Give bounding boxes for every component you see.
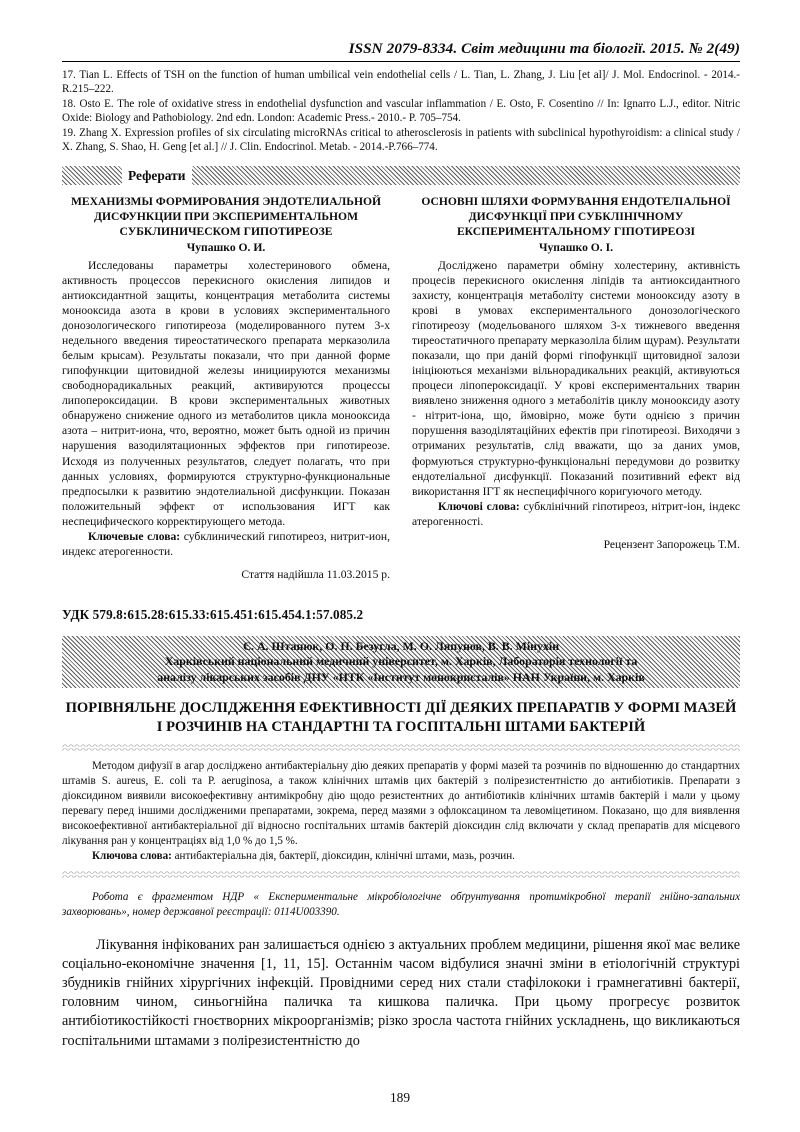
wavy-divider-bottom [62, 871, 740, 878]
article-keywords-text: антибактеріальна дія, бактерії, діоксидин, клінічні штами, мазь, розчин. [171, 850, 515, 863]
abstracts-section-label: Реферати [122, 166, 192, 185]
abstract-footer-ua: Рецензент Запорожець Т.М. [603, 537, 740, 551]
article-authors-band [62, 636, 740, 688]
abstract-keywords-text-ru: субклинический гипотиреоз, нитрит-ион, индекс атерогенности. [62, 529, 390, 558]
abstract-body-ua: Досліджено параметри обміну холестерину, активність процесів перекисного окислення ліпідів та антиоксидантного захисту, концентрація метаболіту системи монооксиду азоту в крові в умовах експериментального донозологіческого гіпотиреозу (модельованого шляхом 3-х тижневого введення тиреостатичного препарату мерказоліла білим щурам). Результати показали, що при даній формі гіпофункції щитовидної залози ініціюються механізми вільнорадикальних реакцій, активуються процеси ліпопероксидації. У крові експериментальних тварин виявлено зниження одного з метаболітів циклу монооксиду азоту - нітрит-іона, що, ймовірно, може бути однією з причин порушення вазоділятаційних ефектів при гіпотиреозі. Виходячи з отриманих результатів, слід вважати, що за даних умов, формуються структурно-функціональні передумови до розвитку ендотеліальної дисфункції. Показаний позитивний ефект від використання ІГТ як неспецифічного коригуючого методу. [412, 258, 740, 498]
reference-list [62, 68, 740, 155]
abstracts-two-column [62, 194, 740, 581]
abstract-keywords-ua [412, 499, 740, 529]
article-keywords-label: Ключова слова: [92, 850, 172, 863]
abstract-keywords-text-ua: субклінічний гіпотиреоз, нітрит-іон, індекс атерогенності. [412, 499, 740, 528]
abstract-author-ua: Чупашко О. І. [538, 241, 614, 255]
running-head: ISSN 2079-8334. Світ медицини та біології. 2015. № 2(49) [348, 40, 740, 57]
article-affiliation-line-2: аналізу лікарських засобів ДНУ «НТК «Інститут монокристалів» НАН України, м. Харків [157, 669, 645, 684]
funding-note: Робота є фрагментом НДР « Експериментальне мікробіологічне обґрунтування протимікробної терапії гнійно-запальних захворювань», номер державної реєстрації: 0114U003390. [62, 891, 740, 919]
article-abstract: Методом дифузії в агар досліджено антибактеріальну дію деяких препаратів у формі мазей та розчинів по відношенню до стандартних штамів S. aureus, E. coli та P. aeruginosa, а також клінічних штамів цих бактерій з полірезистентністю до антибіотиків. Препарати з діоксидином виявили високоефективну антимікробну дію щодо резистентних до антибіотиків клінічних штамів бактерій і мали у цьому перевагу перед іншими дослідженими препаратами, зокрема, перед мазями з офлоксацином та левоміцетином. Показано, що для виявлення високоефективної антибактеріальної дії відносно госпітальних штамів бактерій діоксидин слід включати у склад препаратів для місцевого лікування ран у концентраціях від 1,0 % до 1,5 %. [62, 760, 740, 847]
udc-code: УДК 579.8:615.28:615.33:615.451:615.454.1:57.085.2 [62, 606, 364, 622]
article-affiliation-line-1: Харківський національний медичний університет, м. Харків, Лабораторія технології та [164, 654, 638, 669]
article-keywords [62, 849, 740, 864]
reference-item: 17. Tian L. Effects of TSH on the function of human umbilical vein endothelial cells / L. Tian, L. Zhang, J. Liu [et al]/ J. Mol. Endocrinol. - 2014.-R.215–222. [62, 69, 740, 96]
header-rule [62, 61, 740, 62]
reference-item: 19. Zhang X. Expression profiles of six circulating microRNAs critical to atherosclerosis in patients with subclinical hypothyroidism: a clinical study / X. Zhang, S. Shao, H. Geng [et al.] // J. Clin. Endocrinol. Metab. - 2014.-P.766–774. [62, 126, 740, 154]
page-number: 189 [389, 1090, 411, 1105]
abstract-column-russian [62, 194, 390, 581]
reference-item: 18. Osto E. The role of oxidative stress in endothelial dysfunction and vascular inflammation / E. Osto, F. Cosentino // In: Ignarro L.J., editor. Nitric Oxide: Biology and Pathobiology. 2nd edn. London: Academic Press.- 2010.- P. 705–754. [62, 97, 740, 125]
abstract-title-ru: МЕХАНИЗМЫ ФОРМИРОВАНИЯ ЭНДОТЕЛИАЛЬНОЙ ДИСФУНКЦИИ ПРИ ЭКСПЕРИМЕНТАЛЬНОМ СУБКЛИНИЧЕСКОМ ГИПОТИРЕОЗЕ [70, 194, 382, 238]
abstract-footer-ru: Стаття надійшла 11.03.2015 р. [241, 567, 390, 581]
article-authors: Є. А. Штанюк, О. П. Безугла, М. О. Ляпунов, В. В. Мінухін [242, 638, 560, 653]
article-body-text: Лікування інфікованих ран залишається однією з актуальних проблем медицини, рішення якої має велике соціально-економічне значення [1, 11, 15]. Останнім часом відбулися значні зміни в етіологічній структурі збудників гнійних хірургічних інфекцій. Провідними серед них стали стафілококи і грамнегативні бактерії, головним чином, синьогнійна паличка та кишкова паличка. При цьому прогресує розвиток антибіотикостійкості гноєтворних мікроорганізмів; різко зросла частота гнійних ускладнень, що викликаються госпітальними штамами з полірезистентністю до [62, 937, 740, 1049]
abstract-column-ukrainian [412, 194, 740, 581]
abstract-body-ru: Исследованы параметры холестеринового обмена, активность процессов перекисного окисления липидов и антиоксидантной защиты, концентрация метаболита системы монооксида азота в крови в условиях экспериментального донозологического гипотиреоза (моделированного путем 3-х недельного введения тиреостатического препарата мерказолила белым крысам). Результаты показали, что при данной форме гипофункции щитовидной железы инициируются механизмы свободнорадикальных реакций, активируются процессы липопероксидации. В крови экспериментальных животных обнаружено снижение одного из метаболитов цикла монооксида азота – нитрит-иона, что, вероятно, может быть одной из причин нарушения вазодилятационных эффектов при гипотиреозе. Исходя из полученных результатов, следует полагать, что при данных условиях, формируются структурно-функциональные предпосылки к развитию эндотелиальной дисфункции. Показан положительный эффект от использования ИГТ как неспецифического корректирующего метода. [62, 258, 390, 528]
abstracts-section-band [62, 166, 740, 185]
abstract-author-ru: Чупашко О. И. [186, 241, 266, 255]
abstract-keywords-ru [62, 529, 390, 559]
abstract-title-ua: ОСНОВНІ ШЛЯХИ ФОРМУВАННЯ ЕНДОТЕЛІАЛЬНОЇ ДИСФУНКЦІЇ ПРИ СУБКЛІНІЧНОМУ ЕКСПЕРИМЕНТАЛЬНОМУ ГІПОТИРЕОЗІ [421, 194, 731, 238]
article-title: ПОРІВНЯЛЬНЕ ДОСЛІДЖЕННЯ ЕФЕКТИВНОСТІ ДІЇ ДЕЯКИХ ПРЕПАРАТІВ У ФОРМІ МАЗЕЙ І РОЗЧИНІВ НА СТАНДАРТНІ ТА ГОСПІТАЛЬНІ ШТАМИ БАКТЕРІЙ [65, 700, 737, 736]
abstract-keywords-label-ua: Ключові слова: [438, 499, 520, 513]
wavy-divider-top [62, 744, 740, 751]
abstract-keywords-label-ru: Ключевые слова: [88, 529, 181, 543]
